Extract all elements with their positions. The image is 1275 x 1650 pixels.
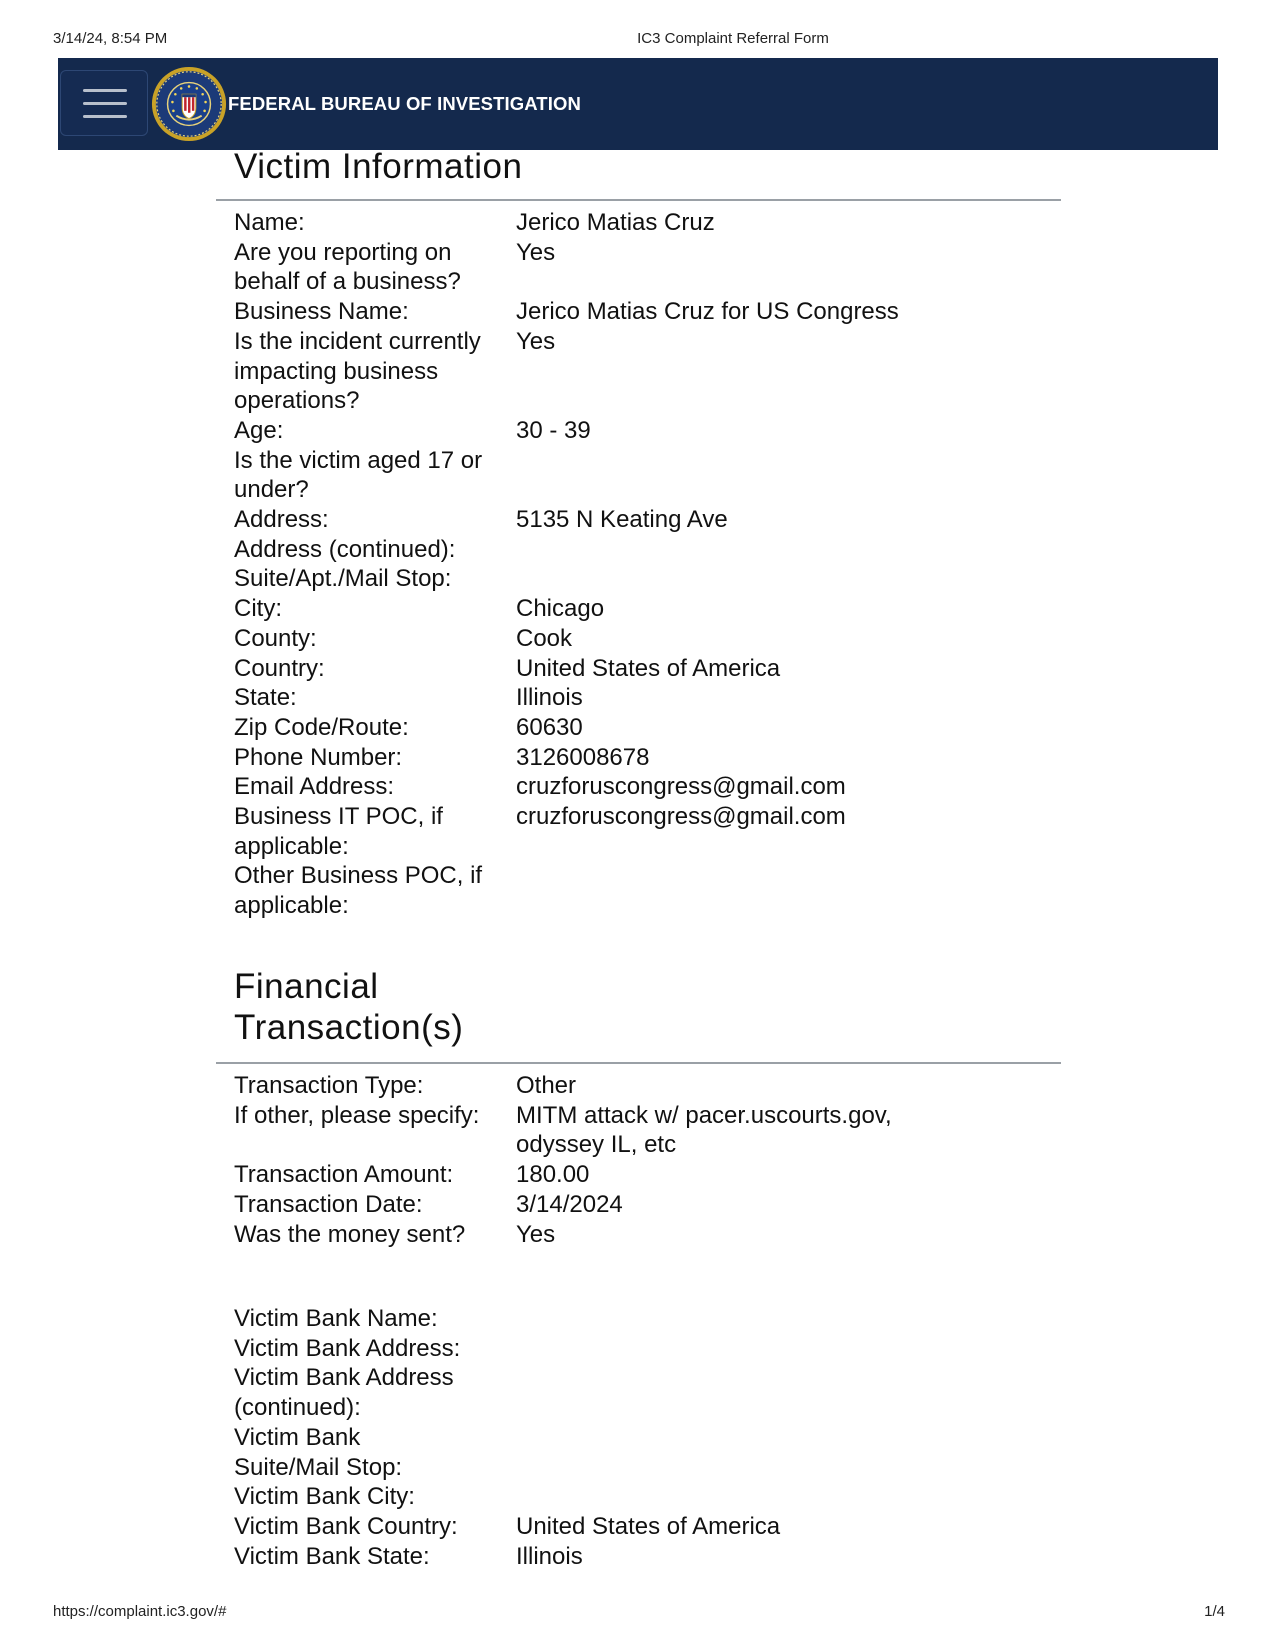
- field-value: Yes: [516, 238, 556, 266]
- field-label: City:: [234, 595, 282, 623]
- field-label: Address:: [234, 506, 329, 534]
- field-row: [234, 416, 974, 446]
- field-row: [234, 1220, 974, 1250]
- field-label: Transaction Amount:: [234, 1161, 454, 1189]
- field-value: Other: [516, 1072, 577, 1099]
- victim-information-heading: Victim Information: [234, 147, 523, 186]
- field-label: Was the money sent?: [234, 1220, 466, 1248]
- field-label: Victim Bank State:: [234, 1542, 430, 1570]
- field-row: [234, 743, 974, 773]
- field-row: [234, 208, 974, 238]
- hamburger-menu-icon[interactable]: [60, 70, 148, 136]
- field-row: [234, 1482, 974, 1512]
- field-value: [516, 564, 974, 594]
- field-label: Business IT POC, if applicable:: [234, 803, 443, 860]
- field-row: [234, 624, 974, 654]
- field-row: [234, 1101, 974, 1160]
- field-value: [516, 1304, 974, 1334]
- print-document-title: IC3 Complaint Referral Form: [637, 30, 829, 47]
- field-label: Victim Bank Country:: [234, 1512, 458, 1540]
- field-value: 180.00: [516, 1161, 590, 1189]
- field-value: [516, 446, 974, 505]
- field-label: Victim Bank Suite/Mail Stop:: [234, 1423, 403, 1481]
- field-label: Victim Bank City:: [234, 1483, 415, 1511]
- field-label: Zip Code/Route:: [234, 713, 409, 741]
- field-label: Victim Bank Address:: [234, 1334, 461, 1362]
- field-value: Cook: [516, 624, 573, 652]
- field-row: [234, 713, 974, 743]
- field-label: Other Business POC, if applicable:: [234, 862, 483, 920]
- field-value: Jerico Matias Cruz for US Congress: [516, 298, 899, 326]
- field-row: [234, 654, 974, 684]
- field-value: [516, 535, 974, 565]
- field-value: [516, 1334, 974, 1364]
- field-row: [234, 505, 974, 535]
- field-value: [516, 861, 974, 920]
- financial-transactions-heading: Financial Transaction(s): [234, 967, 464, 1047]
- section-divider: [216, 1062, 1061, 1064]
- field-value: cruzforuscongress@gmail.com: [516, 803, 846, 831]
- field-label: Phone Number:: [234, 743, 403, 771]
- field-row: [234, 802, 974, 861]
- transaction-field-list: [234, 1071, 974, 1249]
- field-label: Is the incident currently impacting business operations?: [234, 327, 481, 415]
- field-row: [234, 1304, 974, 1334]
- field-row: [234, 238, 974, 297]
- field-value: Chicago: [516, 595, 605, 623]
- field-row: [234, 594, 974, 624]
- field-label: Age:: [234, 416, 284, 444]
- field-row: [234, 1160, 974, 1190]
- field-value: 3126008678: [516, 743, 650, 771]
- field-label: Victim Bank Name:: [234, 1305, 438, 1332]
- fbi-banner: [58, 58, 1218, 150]
- field-value: Yes: [516, 327, 556, 355]
- field-row: [234, 1071, 974, 1101]
- field-value: 60630: [516, 713, 583, 741]
- field-row: [234, 1423, 974, 1482]
- victim-bank-field-list: [234, 1304, 974, 1571]
- field-value: 3/14/2024: [516, 1190, 623, 1218]
- field-value: [516, 1482, 974, 1512]
- field-row: [234, 564, 974, 594]
- field-value: Illinois: [516, 684, 583, 712]
- field-row: [234, 1190, 974, 1220]
- field-label: Suite/Apt./Mail Stop:: [234, 565, 452, 593]
- field-value: [516, 1363, 974, 1422]
- victim-field-list: [234, 208, 974, 921]
- field-row: [234, 446, 974, 505]
- field-row: [234, 327, 974, 416]
- field-row: [234, 297, 974, 327]
- field-label: Victim Bank Address (continued):: [234, 1364, 454, 1422]
- field-row: [234, 1512, 974, 1542]
- field-label: If other, please specify:: [234, 1101, 480, 1129]
- field-row: [234, 1334, 974, 1364]
- field-value: MITM attack w/ pacer.uscourts.gov, odyssey IL, etc: [516, 1101, 892, 1159]
- field-label: Are you reporting on behalf of a business?: [234, 238, 461, 296]
- print-datetime: 3/14/24, 8:54 PM: [53, 30, 168, 47]
- field-value: United States of America: [516, 1512, 781, 1540]
- field-value: cruzforuscongress@gmail.com: [516, 773, 846, 801]
- field-value: Jerico Matias Cruz: [516, 209, 715, 236]
- field-label: County:: [234, 624, 317, 652]
- field-row: [234, 535, 974, 565]
- field-row: [234, 683, 974, 713]
- section-divider: [216, 199, 1061, 201]
- field-label: Is the victim aged 17 or under?: [234, 446, 483, 504]
- field-label: State:: [234, 684, 297, 712]
- fbi-seal-icon: [150, 65, 228, 143]
- field-value: 30 - 39: [516, 416, 591, 444]
- field-label: Transaction Type:: [234, 1072, 424, 1099]
- field-label: Email Address:: [234, 773, 395, 801]
- field-label: Name:: [234, 209, 305, 236]
- field-value: Illinois: [516, 1542, 583, 1570]
- field-value: [516, 1423, 974, 1482]
- field-row: [234, 861, 974, 920]
- agency-name: FEDERAL BUREAU OF INVESTIGATION: [228, 93, 581, 114]
- field-label: Country:: [234, 654, 325, 682]
- print-url: https://complaint.ic3.gov/#: [53, 1603, 227, 1620]
- print-page-number: 1/4: [1204, 1603, 1225, 1620]
- field-value: 5135 N Keating Ave: [516, 506, 728, 534]
- field-value: Yes: [516, 1220, 556, 1248]
- field-value: United States of America: [516, 654, 781, 682]
- field-label: Business Name:: [234, 298, 409, 326]
- field-label: Address (continued):: [234, 535, 456, 563]
- field-row: [234, 772, 974, 802]
- field-row: [234, 1363, 974, 1422]
- field-label: Transaction Date:: [234, 1190, 423, 1218]
- field-row: [234, 1542, 974, 1572]
